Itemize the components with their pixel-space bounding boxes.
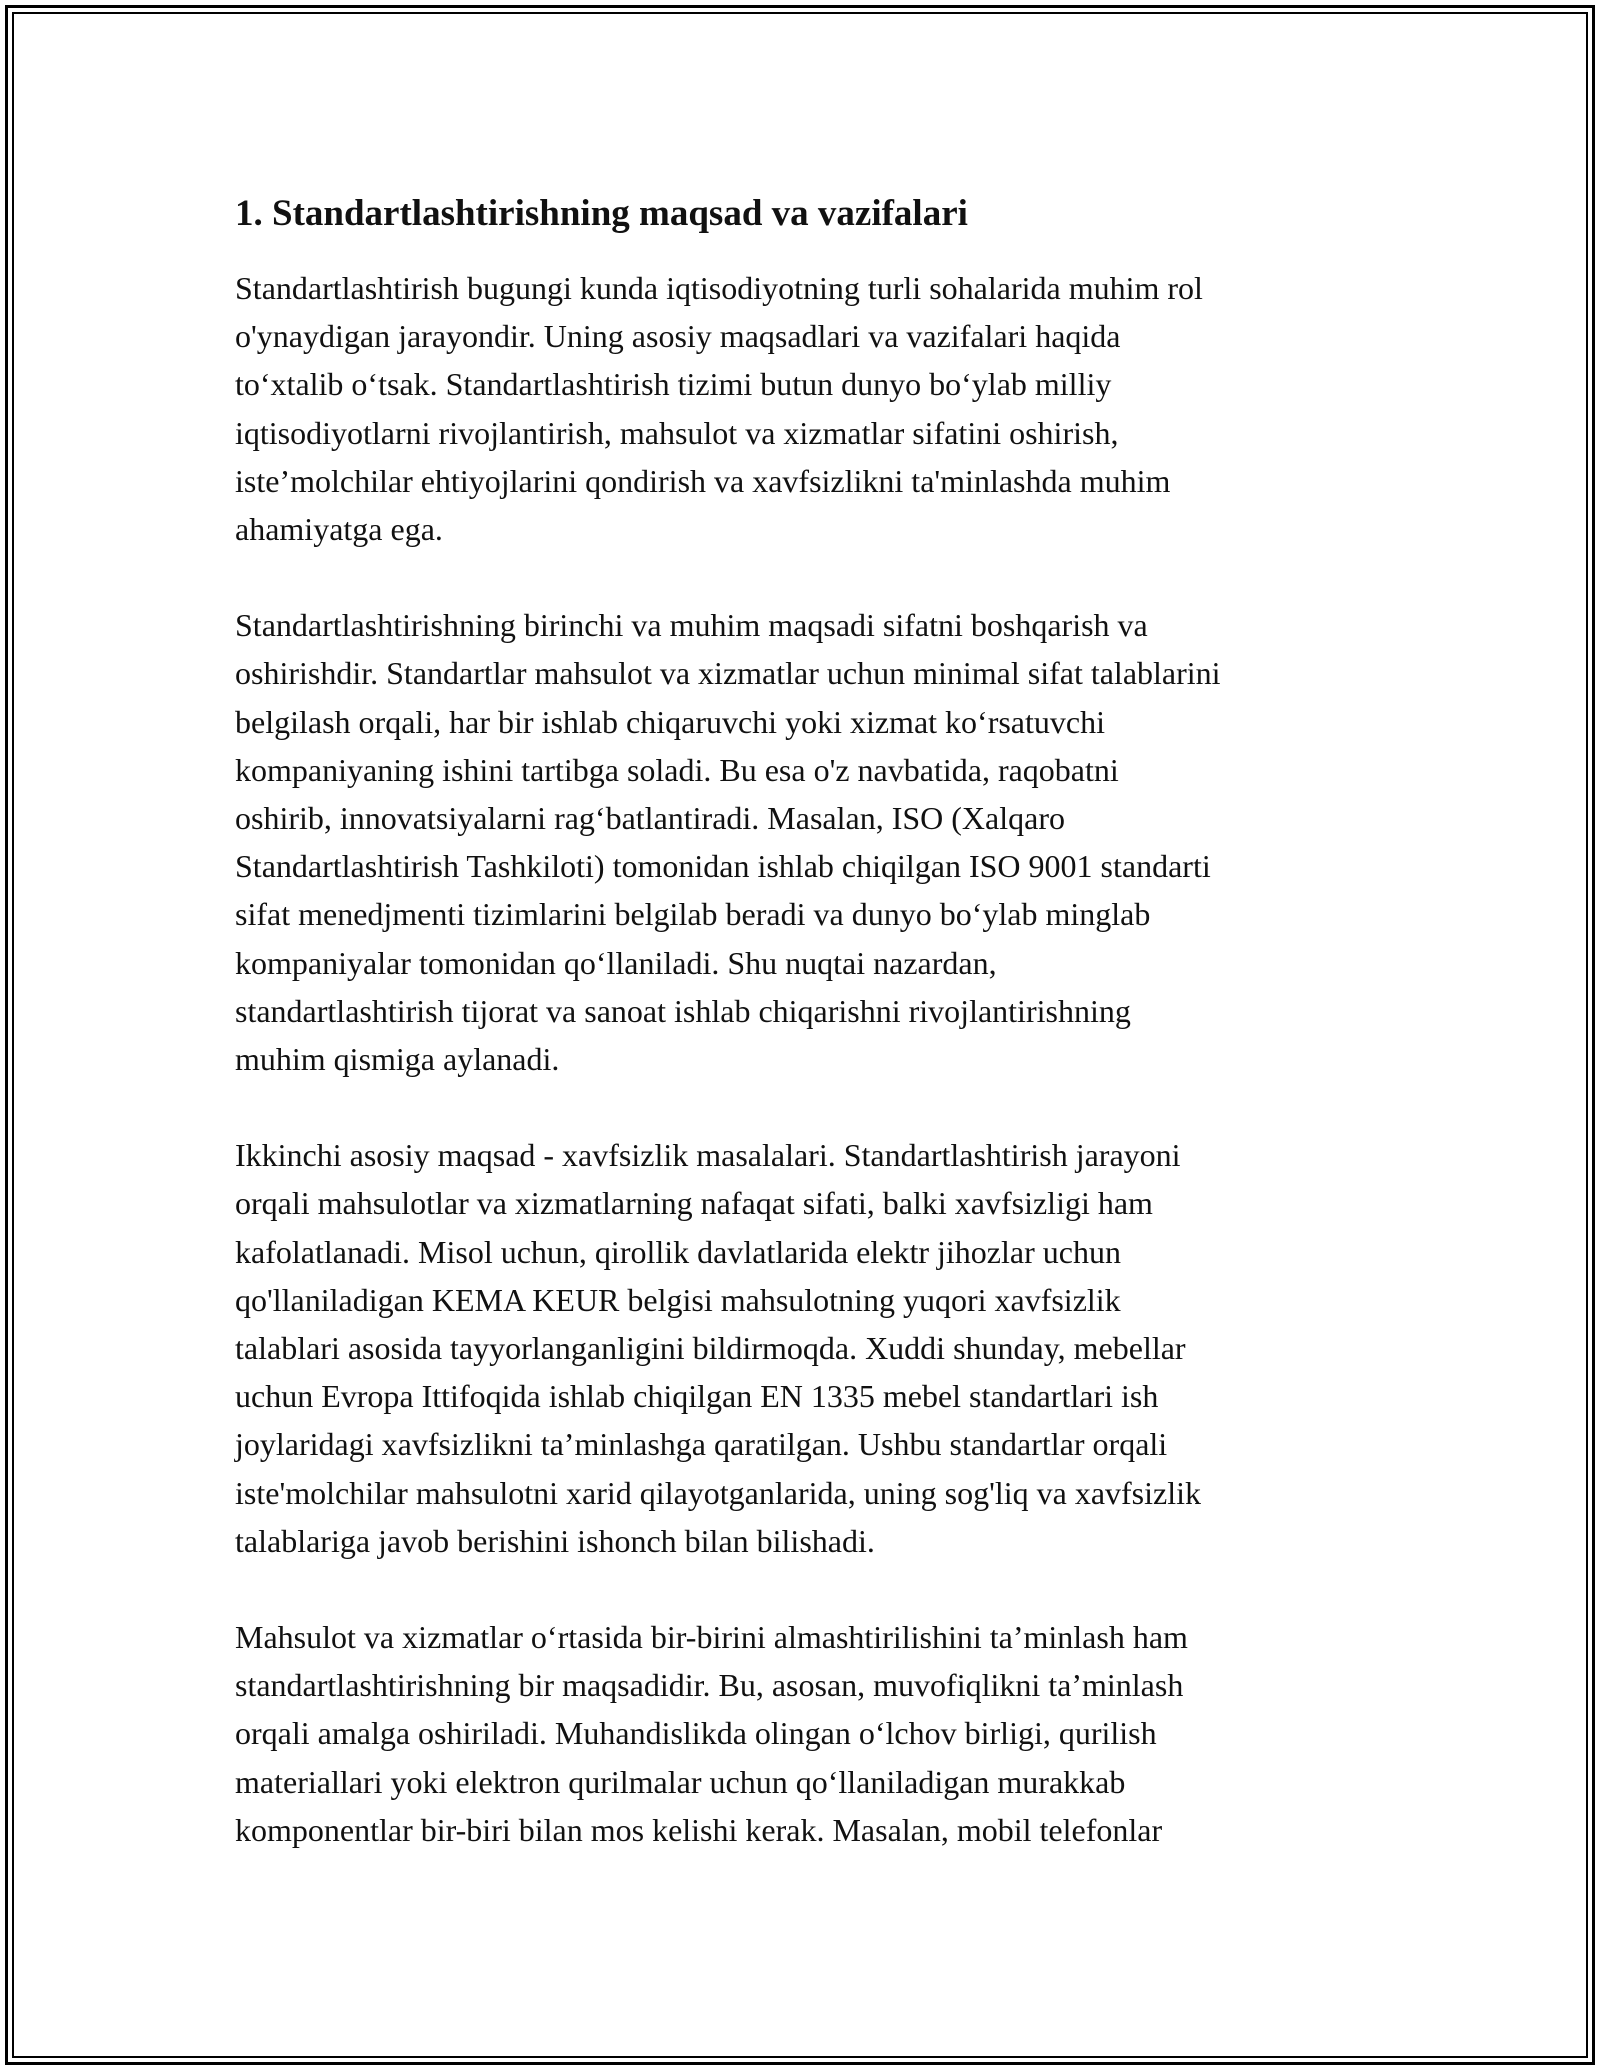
paragraph-line: komponentlar bir-biri bilan mos kelishi kerak. Masalan, mobil telefonlar bbox=[235, 1811, 1163, 1848]
paragraph-line: Ikkinchi asosiy maqsad - xavfsizlik masalalari. Standartlashtirish jarayoni bbox=[235, 1137, 1181, 1174]
paragraph-line: joylaridagi xavfsizlikni ta’minlashga qaratilgan. Ushbu standartlar orqali bbox=[235, 1426, 1168, 1463]
paragraph-line: to‘xtalib o‘tsak. Standartlashtirish tizimi butun dunyo bo‘ylab milliy bbox=[235, 366, 1112, 403]
paragraph-line: oshirib, innovatsiyalarni rag‘batlantiradi. Masalan, ISO (Xalqaro bbox=[235, 800, 1065, 837]
paragraph-line: o'ynaydigan jarayondir. Uning asosiy maqsadlari va vazifalari haqida bbox=[235, 318, 1121, 355]
paragraph-line: standartlashtirish tijorat va sanoat ishlab chiqarishni rivojlantirishning bbox=[235, 992, 1131, 1029]
paragraph-line: sifat menedjmenti tizimlarini belgilab beradi va dunyo bo‘ylab minglab bbox=[235, 896, 1151, 933]
paragraph-line: qo'llaniladigan KEMA KEUR belgisi mahsulotning yuqori xavfsizlik bbox=[235, 1281, 1121, 1318]
paragraph-3 bbox=[235, 1131, 1375, 1565]
paragraph-line: orqali mahsulotlar va xizmatlarning nafaqat sifati, balki xavfsizligi ham bbox=[235, 1185, 1153, 1222]
paragraph-line: Standartlashtirish bugungi kunda iqtisodiyotning turli sohalarida muhim rol bbox=[235, 270, 1203, 306]
paragraph-4 bbox=[235, 1613, 1375, 1854]
paragraph-line: standartlashtirishning bir maqsadidir. Bu, asosan, muvofiqlikni ta’minlash bbox=[235, 1667, 1184, 1704]
paragraph-line: materiallari yoki elektron qurilmalar uchun qo‘llaniladigan murakkab bbox=[235, 1763, 1126, 1800]
paragraph-line: muhim qismiga aylanadi. bbox=[235, 1041, 560, 1078]
paragraph-line: kompaniyaning ishini tartibga soladi. Bu esa o'z navbatida, raqobatni bbox=[235, 751, 1119, 788]
paragraph-line: kafolatlanadi. Misol uchun, qirollik davlatlarida elektr jihozlar uchun bbox=[235, 1233, 1121, 1270]
paragraph-line: Standartlashtirish Tashkiloti) tomonidan ishlab chiqilgan ISO 9001 standarti bbox=[235, 848, 1211, 885]
section-heading: 1. Standartlashtirishning maqsad va vazifalari bbox=[235, 193, 968, 234]
paragraph-2 bbox=[235, 601, 1375, 1083]
paragraph-line: talablari asosida tayyorlanganligini bildirmoqda. Xuddi shunday, mebellar bbox=[235, 1330, 1186, 1367]
paragraph-line: kompaniyalar tomonidan qo‘llaniladi. Shu nuqtai nazardan, bbox=[235, 944, 997, 981]
paragraph-line: talablariga javob berishini ishonch bilan bilishadi. bbox=[235, 1522, 875, 1559]
paragraph-line: Standartlashtirishning birinchi va muhim maqsadi sifatni boshqarish va bbox=[235, 607, 1148, 644]
paragraph-line: belgilash orqali, har bir ishlab chiqaruvchi yoki xizmat ko‘rsatuvchi bbox=[235, 703, 1105, 740]
paragraph-1 bbox=[235, 264, 1375, 553]
paragraph-line: iqtisodiyotlarni rivojlantirish, mahsulot va xizmatlar sifatini oshirish, bbox=[235, 414, 1119, 451]
paragraph-line: Mahsulot va xizmatlar o‘rtasida bir-birini almashtirilishini ta’minlash ham bbox=[235, 1619, 1188, 1656]
paragraphs-container bbox=[235, 264, 1375, 1854]
paragraph-line: oshirishdir. Standartlar mahsulot va xizmatlar uchun minimal sifat talablarini bbox=[235, 655, 1221, 692]
paragraph-line: iste’molchilar ehtiyojlarini qondirish va xavfsizlikni ta'minlashda muhim bbox=[235, 462, 1171, 499]
document-body bbox=[235, 186, 1375, 1902]
paragraph-line: ahamiyatga ega. bbox=[235, 511, 443, 548]
paragraph-line: uchun Evropa Ittifoqida ishlab chiqilgan EN 1335 mebel standartlari ish bbox=[235, 1378, 1159, 1415]
paragraph-line: orqali amalga oshiriladi. Muhandislikda olingan o‘lchov birligi, qurilish bbox=[235, 1715, 1157, 1752]
paragraph-line: iste'molchilar mahsulotni xarid qilayotganlarida, uning sog'liq va xavfsizlik bbox=[235, 1474, 1201, 1511]
